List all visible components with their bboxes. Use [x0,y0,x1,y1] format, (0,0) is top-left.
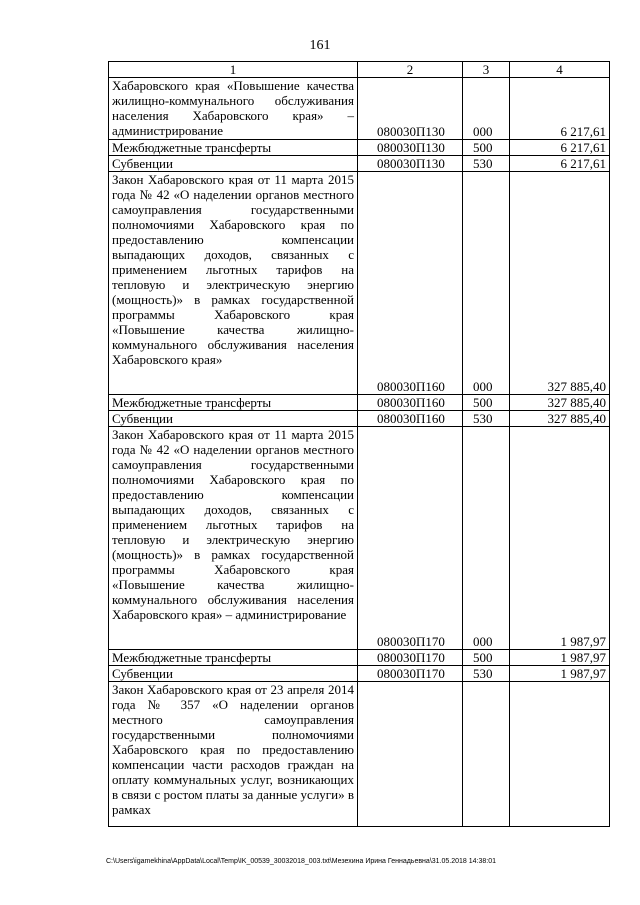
row-name-cell: Хабаровского края «Повышение качества жилищно-коммунального обслуживания населения Хабаровского края» – администрирование [109,78,358,140]
row-name-cell: Межбюджетные трансферты [109,140,358,156]
table-row [109,395,610,411]
row-amount-cell: 1 987,97 [510,650,610,666]
row-code-cell: 080030П130 [358,156,463,172]
row-code-cell: 080030П160 [358,395,463,411]
page-number: 161 [309,38,331,53]
table-row [109,156,610,172]
row-amount-cell: 1 987,97 [510,427,610,650]
row-code-cell: 080030П170 [358,427,463,650]
table-row [109,666,610,682]
row-amount-cell: 6 217,61 [510,78,610,140]
row-code-cell: 080030П130 [358,78,463,140]
column-header-code: 2 [358,62,463,78]
row-amount-cell: 6 217,61 [510,140,610,156]
row-name-cell: Закон Хабаровского края от 23 апреля 2014 года № 357 «О наделении органов местного самоуправления государственными полномочиями Хабаровского края по предоставлению компенсации части расходов граждан на оплату коммунальных услуг, возникающих в связи с ростом платы за данные услуги» в рамках [109,682,358,827]
table-row [109,140,610,156]
row-name-cell: Субвенции [109,411,358,427]
row-amount-cell: 327 885,40 [510,411,610,427]
column-header-type: 3 [463,62,510,78]
row-type-cell: 000 [463,78,510,140]
row-name-cell: Закон Хабаровского края от 11 марта 2015 года № 42 «О наделении органов местного самоуправления государственными полномочиями Хабаровского края по предоставлению компенсации выпадающих доходов, связанных с применением льготных тарифов на тепловую и электрическую энергию (мощность)» в рамках государственной программы Хабаровского края «Повышение качества жилищно-коммунального обслуживания населения Хабаровского края» [109,172,358,395]
column-header-name: 1 [109,62,358,78]
row-name-cell: Межбюджетные трансферты [109,650,358,666]
row-code-cell [358,682,463,827]
row-type-cell: 000 [463,427,510,650]
table-row [109,172,610,395]
table-row [109,78,610,140]
budget-table-body [109,62,610,827]
row-type-cell [463,682,510,827]
row-amount-cell [510,682,610,827]
row-code-cell: 080030П170 [358,666,463,682]
row-type-cell: 530 [463,411,510,427]
row-type-cell: 500 [463,395,510,411]
row-type-cell: 500 [463,140,510,156]
row-type-cell: 500 [463,650,510,666]
row-amount-cell: 1 987,97 [510,666,610,682]
table-row [109,650,610,666]
row-amount-cell: 6 217,61 [510,156,610,172]
table-row [109,427,610,650]
table-row [109,682,610,827]
row-name-cell: Закон Хабаровского края от 11 марта 2015 года № 42 «О наделении органов местного самоуправления государственными полномочиями Хабаровского края по предоставлению компенсации выпадающих доходов, связанных с применением льготных тарифов на тепловую и электрическую энергию (мощность)» в рамках государственной программы Хабаровского края «Повышение качества жилищно-коммунального обслуживания населения Хабаровского края» – администрирование [109,427,358,650]
table-header-row [109,62,610,78]
row-code-cell: 080030П160 [358,172,463,395]
column-header-amount: 4 [510,62,610,78]
file-path-footer: C:\Users\igamekhina\AppData\Local\Temp\IK_00539_30032018_003.txt\Мезехина Ирина Геннадьевна\31.05.2018 14:38:01 [106,858,496,865]
row-name-cell: Межбюджетные трансферты [109,395,358,411]
row-type-cell: 000 [463,172,510,395]
row-code-cell: 080030П160 [358,411,463,427]
budget-table [108,61,610,827]
row-code-cell: 080030П170 [358,650,463,666]
row-amount-cell: 327 885,40 [510,395,610,411]
row-type-cell: 530 [463,156,510,172]
row-code-cell: 080030П130 [358,140,463,156]
row-name-cell: Субвенции [109,156,358,172]
row-amount-cell: 327 885,40 [510,172,610,395]
table-row [109,411,610,427]
row-name-cell: Субвенции [109,666,358,682]
row-type-cell: 530 [463,666,510,682]
